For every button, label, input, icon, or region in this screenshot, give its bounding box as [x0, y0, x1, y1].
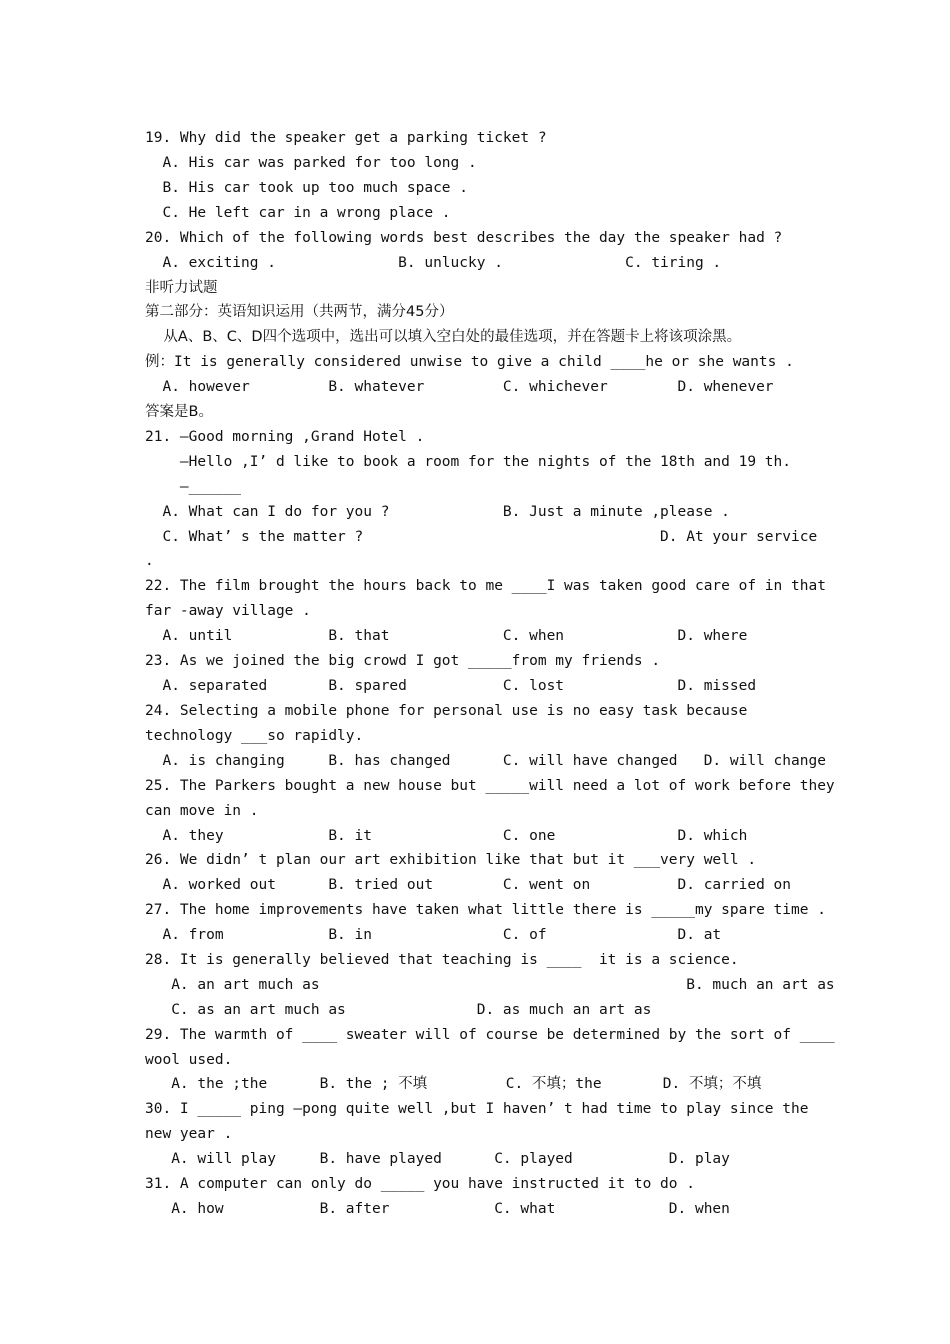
q26-options: A. worked out B. tried out C. went on D. carried on [145, 877, 792, 893]
q30-options: A. will play B. have played C. played D. play [145, 1151, 730, 1167]
q19-option-b: B. His car took up too much space . [145, 180, 469, 196]
q29-options: A. the ;the B. the ; 不填 C. 不填；the D. 不填；不填 [145, 1076, 762, 1092]
q19-option-a: A. His car was parked for too long . [145, 155, 477, 171]
q21-stem-line-3: —______ [145, 479, 242, 495]
q22-stem-line-1: 22. The film brought the hours back to me ____I was taken good care of in that [145, 578, 826, 594]
q25-stem-line-1: 25. The Parkers bought a new house but _____will need a lot of work before they [145, 778, 835, 794]
q24-stem-line-1: 24. Selecting a mobile phone for personal use is no easy task because [145, 703, 748, 719]
q22-options: A. until B. that C. when D. where [145, 628, 748, 644]
q30-stem-line-2: new year . [145, 1126, 233, 1142]
example-answer: 答案是B。 [145, 404, 213, 420]
q28-stem: 28. It is generally believed that teaching is ____ it is a science. [145, 952, 739, 968]
q21-trailing-period: . [145, 553, 154, 569]
q30-stem-line-1: 30. I _____ ping —pong quite well ,but I haven’ t had time to play since the [145, 1101, 809, 1117]
q24-stem-line-2: technology ___so rapidly. [145, 728, 364, 744]
q20-options: A. exciting . B. unlucky . C. tiring . [145, 255, 722, 271]
q25-options: A. they B. it C. one D. which [145, 828, 748, 844]
q23-stem: 23. As we joined the big crowd I got _____from my friends . [145, 653, 661, 669]
q29-stem-line-2: wool used. [145, 1052, 233, 1068]
example-options: A. however B. whatever C. whichever D. whenever [145, 379, 774, 395]
q21-stem-line-2: —Hello ,I’ d like to book a room for the nights of the 18th and 19 th. [145, 454, 792, 470]
q27-stem: 27. The home improvements have taken what little there is _____my spare time . [145, 902, 826, 918]
q31-options: A. how B. after C. what D. when [145, 1201, 730, 1217]
q19-option-c: C. He left car in a wrong place . [145, 205, 451, 221]
q27-options: A. from B. in C. of D. at [145, 927, 722, 943]
q24-options: A. is changing B. has changed C. will have changed D. will change [145, 753, 826, 769]
q28-options-cd: C. as an art much as D. as much an art as [145, 1002, 652, 1018]
q19-stem: 19. Why did the speaker get a parking ticket ? [145, 130, 547, 146]
q29-stem-line-1: 29. The warmth of ____ sweater will of course be determined by the sort of ____ [145, 1027, 835, 1043]
q21-options-cd: C. What’ s the matter ? D. At your service [145, 529, 818, 545]
q26-stem: 26. We didn’ t plan our art exhibition like that but it ___very well . [145, 852, 757, 868]
q28-options-ab: A. an art much as B. much an art as [145, 977, 835, 993]
example-stem: 例：It is generally considered unwise to give a child ____he or she wants . [145, 354, 794, 370]
q20-stem: 20. Which of the following words best describes the day the speaker had ? [145, 230, 783, 246]
q23-options: A. separated B. spared C. lost D. missed [145, 678, 757, 694]
instructions: 从A、B、C、D四个选项中，选出可以填入空白处的最佳选项，并在答题卡上将该项涂黑。 [145, 329, 742, 345]
q25-stem-line-2: can move in . [145, 803, 259, 819]
part-two-heading: 第二部分：英语知识运用（共两节，满分45分） [145, 304, 454, 320]
section-heading-non-listening: 非听力试题 [145, 280, 218, 296]
q22-stem-line-2: far -away village . [145, 603, 311, 619]
q21-stem-line-1: 21. —Good morning ,Grand Hotel . [145, 429, 425, 445]
q31-stem: 31. A computer can only do _____ you have instructed it to do . [145, 1176, 695, 1192]
q21-options-ab: A. What can I do for you ? B. Just a minute ,please . [145, 504, 730, 520]
